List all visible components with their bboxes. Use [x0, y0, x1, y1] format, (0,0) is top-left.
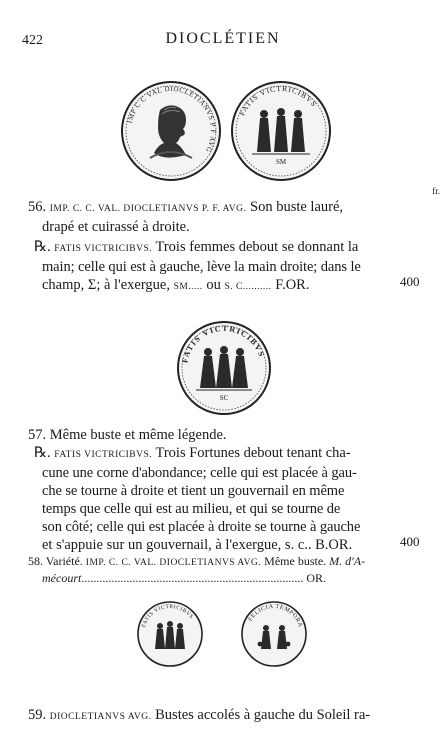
reverse-description-line: main; celle qui est à gauche, lève la main droite; dans le [42, 259, 361, 275]
rarity-metal: F.OR. [275, 277, 310, 293]
entry-number: 58. [28, 554, 43, 568]
obverse-legend: IMP. C. C. VAL. DIOCLETIANVS AVG. [85, 558, 262, 568]
reverse-description: Trois femmes debout se donnant la [155, 239, 359, 255]
entry-57 [28, 426, 423, 444]
rarity-metal: B.OR. [315, 537, 353, 553]
price-unit: fr. [432, 186, 440, 196]
page-number: 422 [22, 33, 43, 48]
entry-56-line2: drapé et cuirassé à droite. [42, 219, 190, 235]
collection-continued: mécourt [42, 571, 82, 585]
collection: M. d'A- [329, 554, 366, 568]
description: Bustes accolés à gauche du Soleil ra- [155, 707, 371, 723]
coin-59-reverse-2 [240, 600, 308, 668]
variety-label: Variété. [45, 554, 83, 568]
entry-number: 57. [28, 427, 47, 443]
entry-57-price: 400 [400, 534, 420, 549]
coin-59-legend-1: FATIS VICTRICIBVS [140, 603, 195, 629]
obverse-legend: IMP. C. C. VAL. DIOCLETIANVS P. F. AVG. [49, 204, 247, 214]
running-title: DIOCLÉTIEN [165, 30, 281, 47]
coin-56-obverse-legend: IMP C C VAL DIOCLETIANVS P F AVG [125, 84, 218, 154]
coin-57-reverse [176, 320, 272, 416]
coin-59-legend-2: FELICIA TEMPORA [247, 603, 304, 629]
reverse-description-line: champ, Σ; à l'exergue, SM..... ou S. C.......... F.OR. [42, 277, 310, 293]
coin-56-reverse [230, 80, 332, 182]
entry-56-price: 400 [400, 274, 420, 289]
entry-57-reverse: ℞. FATIS VICTRICIBVS. Trois Fortunes debout tenant cha- cune une corne d'abondance; celle qui est placée à gau- che se tourne à droite et tient un gouvernail en même temps que celle qui est au milieu, et qui se tourne de son côté; celle qui est placée à droite se tourne à gauche et s'appuie sur un gouvernail, à l'exergue, s. c.. B.OR. [34, 445, 361, 553]
coin-57-reverse-legend: FATIS VICTRICIBVS [180, 323, 267, 364]
reverse-legend: FATIS VICTRICIBVS. [54, 450, 153, 460]
entry-58: 58. Variété. IMP. C. C. VAL. DIOCLETIANVS AVG. Même buste. M. d'A- mécourt.......................................................................... OR. [28, 554, 366, 585]
entry-56-reverse [28, 238, 398, 296]
obverse-legend: DIOCLETIANVS AVG. [49, 712, 152, 722]
coin-59-reverse-1 [136, 600, 204, 668]
entry-number: 59. [28, 707, 47, 723]
coin-56-reverse-legend: FATIS VICTRICIBVS [237, 83, 319, 118]
obverse-description: Son buste lauré, [250, 199, 344, 215]
reverse-mark: ℞. [34, 239, 51, 255]
obverse-description: Même buste et même légende. [49, 427, 227, 443]
metal: OR. [306, 571, 326, 585]
reverse-mark: ℞. [34, 445, 51, 461]
description: Même buste. [264, 554, 327, 568]
reverse-legend: FATIS VICTRICIBVS. [54, 244, 153, 254]
coin-56-obverse [120, 80, 222, 182]
entry-56-line1 [28, 198, 423, 218]
entry-59 [28, 706, 423, 726]
entry-56 [28, 198, 423, 236]
coin-57-exergue: SC [219, 394, 229, 402]
coin-56-exergue: SM [275, 158, 287, 166]
entry-number: 56. [28, 199, 47, 215]
